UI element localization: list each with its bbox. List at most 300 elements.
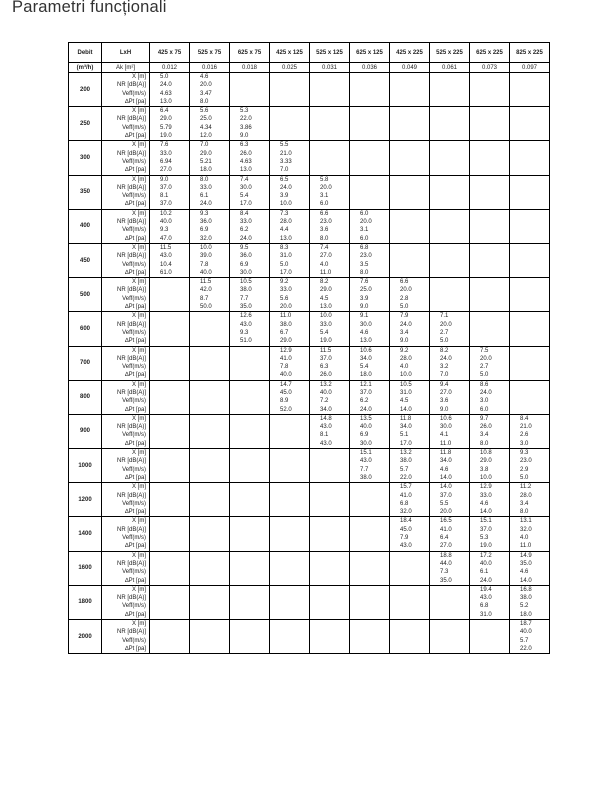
cell-value: 5.5 xyxy=(440,500,449,507)
data-cell xyxy=(270,449,310,483)
data-cell xyxy=(510,243,550,277)
param-label: X [m] xyxy=(131,621,146,627)
param-labels xyxy=(102,175,150,209)
cell-value: 38.0 xyxy=(360,474,372,481)
cell-value: 30.0 xyxy=(360,440,372,447)
cell-value: 7.6 xyxy=(360,279,369,286)
param-label: Veff(m/s) xyxy=(122,637,146,644)
table-row xyxy=(69,380,550,414)
data-cell xyxy=(190,73,230,107)
data-cell xyxy=(430,243,470,277)
cell-value: 10.2 xyxy=(160,210,172,217)
cell-value: 27.0 xyxy=(160,167,172,174)
param-label: X [m] xyxy=(131,244,146,251)
cell-value: 31.0 xyxy=(480,611,492,618)
cell-value: 13.5 xyxy=(360,415,372,422)
data-cell xyxy=(470,243,510,277)
data-cell xyxy=(270,141,310,175)
cell-value: 4.34 xyxy=(200,124,212,131)
cell-value: 17.0 xyxy=(280,269,292,276)
cell-value: 4.6 xyxy=(520,569,529,576)
cell-value: 32.0 xyxy=(200,235,212,242)
data-cell xyxy=(270,243,310,277)
param-label: Veff(m/s) xyxy=(122,432,146,439)
cell-value: 24.0 xyxy=(480,389,492,396)
ak-value: 0.018 xyxy=(230,63,270,73)
data-cell xyxy=(430,278,470,312)
cell-value: 29.0 xyxy=(480,458,492,465)
cell-value: 8.6 xyxy=(480,381,489,388)
cell-value: 10.6 xyxy=(440,415,452,422)
cell-value: 40.0 xyxy=(520,629,532,636)
size-header: 425 x 75 xyxy=(150,43,190,63)
cell-value: 34.0 xyxy=(440,458,452,465)
cell-value: 11.5 xyxy=(200,279,212,286)
cell-value: 22.0 xyxy=(520,645,532,652)
unit-row xyxy=(69,63,550,73)
param-label: Veff(m/s) xyxy=(122,227,146,234)
table-row xyxy=(69,243,550,277)
data-cell xyxy=(270,551,310,585)
data-cell xyxy=(510,209,550,243)
data-cell xyxy=(350,243,390,277)
cell-value: 14.0 xyxy=(520,577,532,584)
debit-value: 900 xyxy=(69,414,102,448)
data-cell xyxy=(310,483,350,517)
data-cell xyxy=(230,414,270,448)
cell-value: 5.7 xyxy=(520,637,529,644)
param-label: ∆Pt [pa] xyxy=(124,645,146,652)
debit-value: 1800 xyxy=(69,585,102,619)
cell-value: 41.0 xyxy=(400,492,412,499)
data-cell xyxy=(270,414,310,448)
cell-value: 8.0 xyxy=(200,176,209,183)
cell-value: 39.0 xyxy=(200,253,212,260)
cell-value: 30.0 xyxy=(440,424,452,431)
cell-value: 37.0 xyxy=(160,184,172,191)
cell-value: 47.0 xyxy=(160,235,172,242)
size-header: 625 x 125 xyxy=(350,43,390,63)
cell-value: 2.7 xyxy=(440,329,449,336)
data-cell xyxy=(510,175,550,209)
param-label: X [m] xyxy=(131,176,146,183)
cell-value: 29.0 xyxy=(200,150,212,157)
cell-value: 24.0 xyxy=(360,406,372,413)
debit-value: 1000 xyxy=(69,449,102,483)
data-cell xyxy=(150,312,190,346)
data-cell xyxy=(430,141,470,175)
data-cell xyxy=(190,175,230,209)
cell-value: 34.0 xyxy=(400,424,412,431)
param-label: X [m] xyxy=(131,347,146,354)
data-cell xyxy=(390,585,430,619)
data-cell xyxy=(150,585,190,619)
data-cell xyxy=(430,175,470,209)
data-cell xyxy=(390,278,430,312)
data-cell xyxy=(150,209,190,243)
cell-value: 30.0 xyxy=(360,321,372,328)
cell-value: 25.0 xyxy=(360,287,372,294)
cell-value: 33.0 xyxy=(160,150,172,157)
table-row xyxy=(69,209,550,243)
param-label: Veff(m/s) xyxy=(122,193,146,200)
cell-value: 20.0 xyxy=(360,219,372,226)
cell-value: 16.5 xyxy=(440,518,452,525)
param-label: NR [dB(A)] xyxy=(116,150,146,157)
data-cell xyxy=(310,346,350,380)
cell-value: 13.2 xyxy=(320,381,332,388)
data-cell xyxy=(470,551,510,585)
param-labels xyxy=(102,449,150,483)
data-cell xyxy=(150,107,190,141)
ak-value: 0.012 xyxy=(150,63,190,73)
cell-value: 7.8 xyxy=(200,261,209,268)
cell-value: 5.8 xyxy=(320,176,329,183)
cell-value: 2.9 xyxy=(520,466,529,473)
cell-value: 6.9 xyxy=(240,261,249,268)
size-header: 525 x 225 xyxy=(430,43,470,63)
cell-value: 6.6 xyxy=(400,279,409,286)
cell-value: 10.0 xyxy=(200,244,212,251)
cell-value: 20.0 xyxy=(480,355,492,362)
cell-value: 24.0 xyxy=(280,184,292,191)
cell-value: 13.0 xyxy=(320,304,332,311)
cell-value: 18.0 xyxy=(360,372,372,379)
cell-value: 10.6 xyxy=(360,347,372,354)
cell-value: 6.7 xyxy=(280,329,289,336)
cell-value: 4.1 xyxy=(440,432,449,439)
cell-value: 21.0 xyxy=(520,424,532,431)
data-cell xyxy=(230,243,270,277)
table-row xyxy=(69,278,550,312)
cell-value: 14.7 xyxy=(280,381,292,388)
cell-value: 6.8 xyxy=(400,500,409,507)
data-cell xyxy=(190,107,230,141)
param-label: NR [dB(A)] xyxy=(116,287,146,294)
data-cell xyxy=(150,380,190,414)
data-cell xyxy=(390,312,430,346)
cell-value: 15.1 xyxy=(480,518,492,525)
cell-value: 3.33 xyxy=(280,158,292,165)
data-cell xyxy=(270,209,310,243)
cell-value: 24.0 xyxy=(200,201,212,208)
param-label: X [m] xyxy=(131,74,146,80)
cell-value: 12.6 xyxy=(240,313,252,320)
cell-value: 29.0 xyxy=(160,116,172,123)
cell-value: 7.2 xyxy=(320,398,329,405)
param-label: Veff(m/s) xyxy=(122,466,146,473)
param-label: X [m] xyxy=(131,586,146,593)
data-cell xyxy=(230,620,270,654)
debit-value: 1600 xyxy=(69,551,102,585)
cell-value: 52.0 xyxy=(280,406,292,413)
data-cell xyxy=(150,346,190,380)
data-cell xyxy=(230,278,270,312)
param-label: X [m] xyxy=(131,450,146,457)
cell-value: 18.8 xyxy=(440,552,452,559)
debit-value: 200 xyxy=(69,73,102,107)
debit-value: 800 xyxy=(69,380,102,414)
param-label: ∆Pt [pa] xyxy=(124,474,146,481)
data-cell xyxy=(470,175,510,209)
cell-value: 11.8 xyxy=(440,450,452,457)
cell-value: 14.0 xyxy=(440,474,452,481)
debit-value: 1200 xyxy=(69,483,102,517)
data-cell xyxy=(470,449,510,483)
cell-value: 4.63 xyxy=(160,90,172,97)
data-cell xyxy=(230,517,270,551)
cell-value: 4.6 xyxy=(360,329,369,336)
param-label: Veff(m/s) xyxy=(122,158,146,165)
cell-value: 26.0 xyxy=(240,150,252,157)
cell-value: 33.0 xyxy=(320,321,332,328)
cell-value: 20.0 xyxy=(200,82,212,89)
param-label: NR [dB(A)] xyxy=(116,82,146,89)
debit-value: 700 xyxy=(69,346,102,380)
data-cell xyxy=(470,209,510,243)
param-label: NR [dB(A)] xyxy=(116,424,146,431)
size-header: 625 x 75 xyxy=(230,43,270,63)
cell-value: 10.0 xyxy=(400,372,412,379)
ak-value: 0.061 xyxy=(430,63,470,73)
ak-value: 0.036 xyxy=(350,63,390,73)
cell-value: 9.3 xyxy=(520,450,529,457)
cell-value: 5.0 xyxy=(440,338,449,345)
data-cell xyxy=(470,483,510,517)
data-cell xyxy=(190,483,230,517)
cell-value: 37.0 xyxy=(480,526,492,533)
cell-value: 8.2 xyxy=(320,279,329,286)
data-cell xyxy=(430,517,470,551)
cell-value: 45.0 xyxy=(280,389,292,396)
table-row xyxy=(69,585,550,619)
data-cell xyxy=(150,551,190,585)
cell-value: 8.2 xyxy=(440,347,449,354)
cell-value: 41.0 xyxy=(280,355,292,362)
ak-value: 0.097 xyxy=(510,63,550,73)
param-label: Veff(m/s) xyxy=(122,261,146,268)
cell-value: 6.1 xyxy=(200,193,209,200)
size-header: 525 x 75 xyxy=(190,43,230,63)
cell-value: 14.9 xyxy=(520,552,532,559)
data-cell xyxy=(190,517,230,551)
param-labels xyxy=(102,243,150,277)
cell-value: 13.1 xyxy=(520,518,532,525)
param-labels xyxy=(102,141,150,175)
cell-value: 7.0 xyxy=(440,372,449,379)
table-row xyxy=(69,483,550,517)
param-labels xyxy=(102,517,150,551)
cell-value: 17.0 xyxy=(240,201,252,208)
data-cell xyxy=(390,483,430,517)
data-cell xyxy=(350,278,390,312)
cell-value: 8.4 xyxy=(240,210,249,217)
data-cell xyxy=(510,73,550,107)
cell-value: 9.2 xyxy=(280,279,289,286)
cell-value: 14.0 xyxy=(400,406,412,413)
data-cell xyxy=(270,380,310,414)
cell-value: 24.0 xyxy=(240,235,252,242)
data-cell xyxy=(230,380,270,414)
cell-value: 2.8 xyxy=(400,295,409,302)
data-cell xyxy=(430,414,470,448)
cell-value: 5.3 xyxy=(480,535,489,542)
data-cell xyxy=(310,449,350,483)
cell-value: 27.0 xyxy=(440,543,452,550)
cell-value: 30.0 xyxy=(240,269,252,276)
cell-value: 7.3 xyxy=(440,569,449,576)
cell-value: 32.0 xyxy=(520,526,532,533)
cell-value: 33.0 xyxy=(240,219,252,226)
cell-value: 7.4 xyxy=(320,244,329,251)
param-label: X [m] xyxy=(131,279,146,286)
cell-value: 11.2 xyxy=(520,484,532,491)
param-label: Veff(m/s) xyxy=(122,329,146,336)
param-label: Veff(m/s) xyxy=(122,500,146,507)
data-cell xyxy=(310,175,350,209)
cell-value: 11.0 xyxy=(520,543,532,550)
data-cell xyxy=(150,141,190,175)
data-cell xyxy=(190,414,230,448)
ak-value: 0.031 xyxy=(310,63,350,73)
cell-value: 4.0 xyxy=(520,535,529,542)
data-cell xyxy=(350,585,390,619)
cell-value: 43.0 xyxy=(160,253,172,260)
parameters-table-body xyxy=(69,43,550,654)
data-cell xyxy=(430,483,470,517)
data-cell xyxy=(310,107,350,141)
cell-value: 5.4 xyxy=(240,193,249,200)
data-cell xyxy=(310,73,350,107)
cell-value: 38.0 xyxy=(400,458,412,465)
cell-value: 4.6 xyxy=(200,74,209,80)
cell-value: 15.1 xyxy=(360,450,372,457)
cell-value: 23.0 xyxy=(360,253,372,260)
cell-value: 5.3 xyxy=(240,108,249,115)
cell-value: 18.7 xyxy=(520,621,532,627)
cell-value: 6.6 xyxy=(320,210,329,217)
data-cell xyxy=(510,278,550,312)
data-cell xyxy=(510,517,550,551)
debit-value: 250 xyxy=(69,107,102,141)
cell-value: 43.0 xyxy=(240,321,252,328)
data-cell xyxy=(310,243,350,277)
cell-value: 7.0 xyxy=(200,142,209,149)
cell-value: 10.0 xyxy=(480,474,492,481)
cell-value: 11.8 xyxy=(400,415,412,422)
param-label: X [m] xyxy=(131,552,146,559)
cell-value: 5.21 xyxy=(200,158,212,165)
cell-value: 5.6 xyxy=(280,295,289,302)
size-header: 825 x 225 xyxy=(510,43,550,63)
param-label: Veff(m/s) xyxy=(122,364,146,371)
cell-value: 38.0 xyxy=(280,321,292,328)
cell-value: 4.5 xyxy=(400,398,409,405)
cell-value: 8.4 xyxy=(520,415,529,422)
data-cell xyxy=(510,483,550,517)
debit-value: 1400 xyxy=(69,517,102,551)
data-cell xyxy=(230,141,270,175)
cell-value: 9.7 xyxy=(480,415,489,422)
cell-value: 6.94 xyxy=(160,158,172,165)
data-cell xyxy=(510,551,550,585)
param-label: NR [dB(A)] xyxy=(116,184,146,191)
data-cell xyxy=(350,449,390,483)
data-cell xyxy=(190,585,230,619)
cell-value: 19.0 xyxy=(320,338,332,345)
data-cell xyxy=(430,449,470,483)
param-label: NR [dB(A)] xyxy=(116,355,146,362)
ak-value: 0.025 xyxy=(270,63,310,73)
data-cell xyxy=(390,517,430,551)
data-cell xyxy=(430,380,470,414)
cell-value: 13.2 xyxy=(400,450,412,457)
param-label: ∆Pt [pa] xyxy=(124,167,146,174)
table-row xyxy=(69,620,550,654)
data-cell xyxy=(190,449,230,483)
data-cell xyxy=(150,449,190,483)
cell-value: 40.0 xyxy=(160,219,172,226)
cell-value: 6.3 xyxy=(320,364,329,371)
cell-value: 26.0 xyxy=(320,372,332,379)
cell-value: 9.0 xyxy=(440,406,449,413)
data-cell xyxy=(150,175,190,209)
param-labels xyxy=(102,107,150,141)
param-label: ∆Pt [pa] xyxy=(124,98,146,105)
data-cell xyxy=(270,346,310,380)
cell-value: 7.9 xyxy=(400,535,409,542)
cell-value: 9.0 xyxy=(160,176,169,183)
param-label: Veff(m/s) xyxy=(122,603,146,610)
data-cell xyxy=(390,243,430,277)
data-cell xyxy=(390,107,430,141)
param-label: ∆Pt [pa] xyxy=(124,509,146,516)
cell-value: 14.0 xyxy=(440,484,452,491)
cell-value: 13.0 xyxy=(240,167,252,174)
data-cell xyxy=(470,141,510,175)
param-label: X [m] xyxy=(131,210,146,217)
cell-value: 33.0 xyxy=(280,287,292,294)
data-cell xyxy=(470,312,510,346)
cell-value: 22.0 xyxy=(400,474,412,481)
data-cell xyxy=(350,483,390,517)
cell-value: 6.8 xyxy=(480,603,489,610)
param-label: NR [dB(A)] xyxy=(116,629,146,636)
data-cell xyxy=(230,551,270,585)
data-cell xyxy=(390,380,430,414)
cell-value: 18.4 xyxy=(400,518,412,525)
lxh-header: LxH xyxy=(102,43,150,63)
cell-value: 7.1 xyxy=(440,313,449,320)
data-cell xyxy=(390,209,430,243)
cell-value: 4.0 xyxy=(400,364,409,371)
param-label: NR [dB(A)] xyxy=(116,253,146,260)
data-cell xyxy=(510,449,550,483)
unit-label: (m³/h) xyxy=(69,63,102,73)
ak-value: 0.073 xyxy=(470,63,510,73)
size-header: 425 x 125 xyxy=(270,43,310,63)
cell-value: 42.0 xyxy=(200,287,212,294)
data-cell xyxy=(150,73,190,107)
debit-value: 400 xyxy=(69,209,102,243)
param-label: ∆Pt [pa] xyxy=(124,543,146,550)
cell-value: 41.0 xyxy=(440,526,452,533)
cell-value: 28.0 xyxy=(520,492,532,499)
cell-value: 7.7 xyxy=(360,466,369,473)
cell-value: 24.0 xyxy=(480,577,492,584)
table-row xyxy=(69,141,550,175)
data-cell xyxy=(430,346,470,380)
